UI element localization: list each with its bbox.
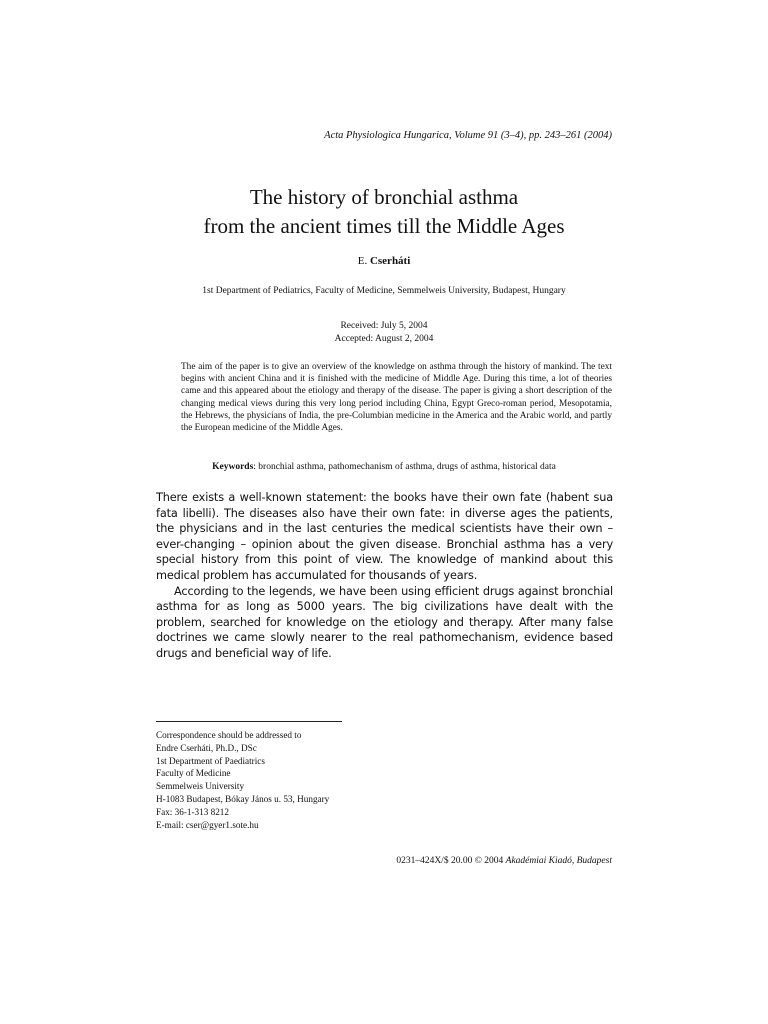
- abstract: The aim of the paper is to give an overview of the knowledge on asthma through the history of mankind. The text begins with ancient China and it is finished with the medicine of Middle Age. During this time, a lot of theories came and this appeared about the etiology and therapy of the disease. The paper is giving a short description of the changing medical views during this very long period including China, Egypt Greco-roman period, Mesopotamia, the Hebrews, the physicians of India, the pre-Columbian medicine in the America and the Arabic world, and partly the European medicine of the Middle Ages.: [181, 362, 612, 434]
- author-surname: Cserháti: [369, 255, 411, 267]
- footnote-line: Fax: 36-1-313 8212: [156, 806, 229, 817]
- title-line-1: The history of bronchial asthma: [249, 185, 519, 209]
- footnote-email: E-mail: cser@gyer1.sote.hu: [156, 819, 259, 830]
- title-line-2: from the ancient times till the Middle Ages: [203, 214, 565, 238]
- author-initial: E.: [357, 255, 368, 267]
- body-paragraph-1: There exists a well-known statement: the books have their own fate (habent sua fata libelli). The diseases also have their own fate: in diverse ages the patients, the physicians and in the last centuries the medical scientists have their own – ever-changing – opinion about the given disease. Bronchial asthma has a very special history from this point of view. The knowledge of mankind about this medical problem has accumulated for thousands of years.: [156, 491, 613, 582]
- article-title: [0, 183, 768, 241]
- publisher: Akadémiai Kiadó, Budapest: [505, 856, 612, 866]
- footnote-line: Faculty of Medicine: [156, 768, 231, 779]
- body-paragraph-2: According to the legends, we have been using efficient drugs against bronchial asthma for as long as 5000 years. The big civilizations have dealt with the problem, searched for knowledge on the etiology and therapy. After many false doctrines we came slowly nearer to the real pathomechanism, evidence based drugs and beneficial way of life.: [156, 584, 613, 660]
- correspondence-footnote: [156, 729, 456, 831]
- keywords: [0, 462, 768, 472]
- affiliation: 1st Department of Pediatrics, Faculty of Medicine, Semmelweis University, Budapest, Hungary: [202, 286, 566, 296]
- footnote-line: Endre Cserháti, Ph.D., DSc: [156, 742, 257, 753]
- footnote-line: H-1083 Budapest, Bókay János u. 53, Hungary: [156, 793, 330, 804]
- journal-reference: Acta Physiologica Hungarica, Volume 91 (3–4), pp. 243–261 (2004): [324, 130, 612, 141]
- footnote-line: Semmelweis University: [156, 781, 245, 792]
- issn-price: 0231–424X/$ 20.00 © 2004: [396, 856, 506, 866]
- footnote-line: Correspondence should be addressed to: [156, 730, 302, 740]
- author: [0, 255, 768, 267]
- footnote-divider: [156, 721, 342, 722]
- accepted-date: Accepted: August 2, 2004: [334, 333, 434, 344]
- footnote-line: 1st Department of Paediatrics: [156, 755, 265, 766]
- keywords-label: Keywords: [212, 462, 254, 472]
- keywords-text: : bronchial asthma, pathomechanism of asthma, drugs of asthma, historical data: [253, 462, 556, 472]
- copyright-line: [396, 856, 612, 866]
- body-text: [156, 490, 613, 662]
- article-dates: [0, 320, 768, 345]
- received-date: Received: July 5, 2004: [340, 321, 428, 331]
